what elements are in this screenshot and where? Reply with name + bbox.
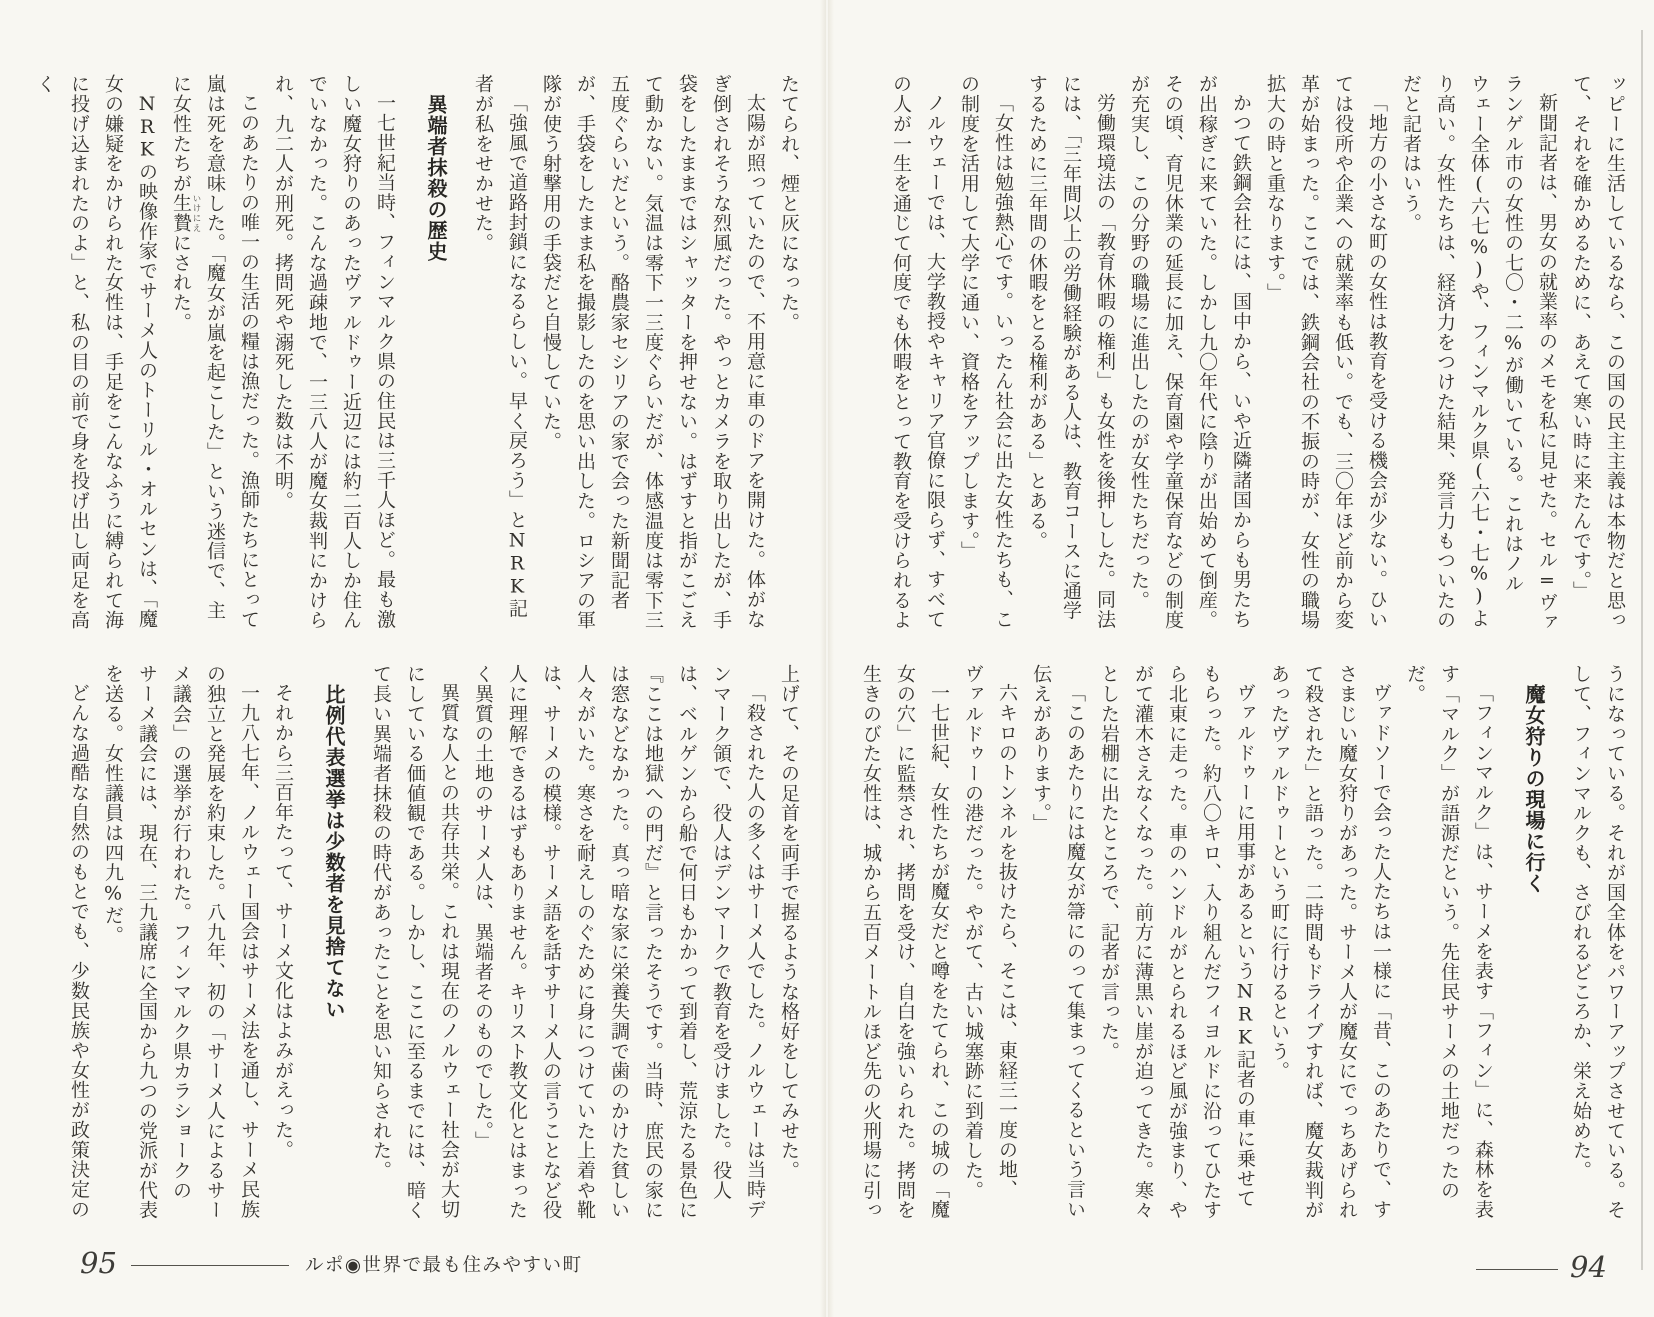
- paragraph: 「強風で道路封鎖になるらしい。早く戻ろう」とNRK記者が私をせかせた。: [472, 74, 528, 619]
- book-spine-shadow: [820, 0, 834, 1317]
- paragraph: 上げて、その足首を両手で握るような格好をしてみせた。: [778, 664, 800, 1181]
- page-number-94: 94: [1570, 1250, 1607, 1284]
- page-number-95: 95: [80, 1246, 117, 1280]
- paragraph: 「フィンマルク」は、サーメを表す「フィン」に、森林を表す「マルク」が語源だという。先住民サーメの土地だったのだ。: [1404, 664, 1494, 1219]
- paragraph: 「このあたりには魔女が箒にのって集まってくるという言い伝えがあります。」: [1030, 664, 1086, 1219]
- paragraph: どんな過酷な自然のもとでも、少数民族や女性が政策決定の: [68, 683, 90, 1219]
- page94-bottom-text-block: [856, 664, 1632, 1222]
- paragraph: ヴァルドゥーに用事があるというNRK記者の車に乗せてもらった。約八〇キロ、入り組んだフィヨルドに沿ってひたすら北東に走った。車のハンドルがとられるほど風が強まり、やがて灌木さえなくなった。前方に薄黒い崖が迫ってきた。寒々とした岩棚に出たところで、記者が言った。: [1098, 664, 1256, 1220]
- page-94: [856, 74, 1632, 1224]
- paragraph: [164, 74, 266, 632]
- footer-rule: [1476, 1269, 1558, 1270]
- ruby-ikenie: [170, 193, 201, 233]
- paragraph: 「殺された人の多くはサーメ人でした。ノルウェーは当時デンマーク領で、役人はデンマークで教育を受けました。役人は、ベルゲンから船で何日もかかって到着し、荒涼たる景色に『ここは地獄への門だ』と言ったそうです。当時、庶民の家には窓などなかった。真っ暗な家に栄養失調で歯のかけた貧しい人々がいた。寒さを耐えしのぐために身につけていた上着や靴は、サーメの模様。サーメ語を話すサーメ人の言うことなど役人に理解できるはずもありません。キリスト教文化とはまったく異質の土地のサーメ人は、異端者そのものでした。」: [472, 664, 766, 1220]
- paragraph: 六キロのトンネルを抜けたら、そこは、東経三一度の地、ヴァルドゥーの港だった。やがて、古い城塞跡に到着した。: [962, 664, 1018, 1200]
- footer-left: [80, 1246, 583, 1280]
- page95-bottom-text-block: [58, 664, 806, 1222]
- footer-rule: [131, 1265, 289, 1266]
- paragraph: たてられ、煙と灰になった。: [778, 74, 800, 333]
- page95-top-text-block: [34, 74, 806, 632]
- footer-right: [1476, 1250, 1607, 1284]
- running-title: ルポ◉世界で最も住みやすい町: [304, 1255, 583, 1276]
- paragraph: それから三百年たって、サーメ文化はよみがえった。: [272, 683, 294, 1160]
- paragraph: 「地方の小さな町の女性は教育を受ける機会が少ない。ひいては役所や企業への就業率も低い。でも、三〇年ほど前から変革が始まった。ここでは、鉄鋼会社の不振の時が、女性の職場拡大の時と重なります。」: [1264, 74, 1388, 630]
- paragraph-text: にされた。: [170, 232, 192, 333]
- section-heading-heretic-extermination: 異端者抹殺の歴史: [424, 94, 448, 262]
- paragraph: 異質な人との共存共栄。これは現在のノルウェー社会が大切にしている価値観である。しかし、ここに至るまでには、暗くて長い異端者抹殺の時代があったことを思い知らされた。: [370, 664, 460, 1220]
- paragraph: 一九八七年、ノルウェー国会はサーメ法を通し、サーメ民族の独立と発展を約束した。八九年、初の「サーメ人によるサーメ議会」の選挙が行われた。フィンマルク県カラショークのサーメ議会には、現在、三九議席に全国から九つの党派が代表を送る。女性議員は四九%だ。: [102, 664, 260, 1220]
- page-95: [34, 74, 806, 1224]
- paragraph: 労働環境法の「教育休暇の権利」も女性を後押しした。同法には、「三年間以上の労働経験がある人は、教育コースに通学するために三年間の休暇をとる権利がある」とある。: [1026, 74, 1116, 629]
- section-heading-proportional-election: 比例代表選挙は少数者を見捨てない: [322, 684, 346, 1020]
- paragraph: NRKの映像作家でサーメ人のトーリル・オルセンは、「魔女の嫌疑をかけられた女性は、手足をこんなふうに縛られて海に投げ込まれたのよ」と、私の目の前で身を投げ出し両足を高く: [34, 74, 158, 630]
- paragraph-text: このあたりの唯一の生活の糧は漁だった。漁師たちにとって嵐は死を意味した。「魔女が嵐を起こした」という迷信で、主に女性たちが: [170, 74, 260, 629]
- ruby-base: 生贄: [170, 193, 192, 233]
- page94-top-text-block: [856, 74, 1632, 632]
- paragraph: 一七世紀、女性たちが魔女だと噂をたてられ、この城の「魔女の穴」に監禁され、拷問を受け、自白を強いられた。拷問を生きのびた女性は、城から五百メートルほど先の火刑場に引っ: [860, 664, 950, 1220]
- paragraph: 新聞記者は、男女の就業率のメモを私に見せた。セル=ヴァランゲル市の女性の七〇・二%が働いている。これはノルウェー全体(六七%)や、フィンマルク県(六七・七%)より高い。女性たちは、経済力をつけた結果、発言力もついたのだと記者はいう。: [1400, 74, 1558, 632]
- paragraph: ヴァドソーで会った人たちは一様に「昔、このあたりで、すさまじい魔女狩りがあった。サーメ人が魔女にでっちあげられて殺された」と語った。二時間もドライブすれば、魔女裁判があったヴァルドゥーという町に行けるという。: [1268, 664, 1392, 1220]
- ruby-reading: いけにえ: [191, 193, 201, 233]
- section-heading-witch-hunt-site: 魔女狩りの現場に行く: [1522, 684, 1546, 894]
- paragraph: 太陽が照っていたので、不用意に車のドアを開けた。体がなぎ倒されそうな烈風だった。やっとカメラを取り出したが、手袋をしたままではシャッターを押せない。はずすと指がこごえて動かない。気温は零下一三度ぐらいだが、体感温度は零下三五度ぐらいだという。酪農家セシリアの家で会った新聞記者が、手袋をしたまま私を撮影したのを思い出した。ロシアの軍隊が使う射撃用の手袋だと自慢していた。: [540, 74, 766, 630]
- page-edge-line: [1641, 30, 1643, 1270]
- paragraph: 「女性は勉強熱心です。いったん社会に出た女性たちも、この制度を活用して大学に通い、資格をアップします。」: [958, 74, 1014, 629]
- paragraph: ッピーに生活しているなら、この国の民主主義は本物だと思って、それを確かめるために、あえて寒い時に来たんです。」: [1570, 74, 1626, 630]
- paragraph: かつて鉄鋼会社には、国中から、いや近隣諸国からも男たちが出稼ぎに来ていた。しかし九〇年代に陰りが出始めて倒産。その頃、育児休業の延長に加え、保育園や学童保育などの制度が充実し、この分野の職場に進出したのが女性たちだった。: [1128, 74, 1252, 630]
- paragraph: 一七世紀当時、フィンマルク県の住民は三千人ほど。最も激しい魔女狩りのあったヴァルドゥー近辺には約二百人しか住んでいなかった。こんな過疎地で、一三八人が魔女裁判にかけられ、九二人が刑死。拷問死や溺死した数は不明。: [272, 74, 396, 630]
- paragraph: ノルウェーでは、大学教授やキャリア官僚に限らず、すべての人が一生を通じて何度でも休暇をとって教育を受けられるよ: [890, 74, 946, 630]
- paragraph: うになっている。それが国全体をパワーアップさせている。そして、フィンマルクも、さびれるどころか、栄え始めた。: [1570, 664, 1626, 1220]
